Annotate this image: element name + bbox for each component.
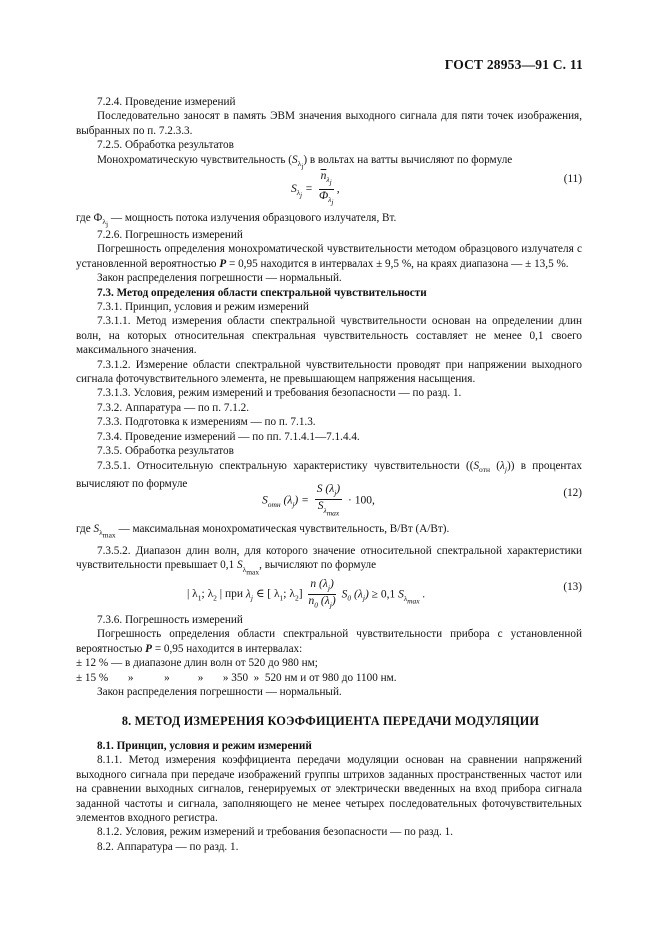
s736-law: Закон распределения погрешности — нормальный. xyxy=(97,686,342,699)
s724-title: 7.2.4. Проведение измерений xyxy=(97,96,236,108)
s725-text-b: ) в вольтах на ватты вычисляют по формуле xyxy=(303,153,513,166)
s73-title: 7.3. Метод определения области спектральной чувствительности xyxy=(97,286,427,299)
eq-number-11: (11) xyxy=(563,173,582,185)
formula-11: $S_{\lambda_j}$ = $\frac{\overline{n}_{\lambda_j}}{Ф_{\lambda_j}}$ , xyxy=(291,170,340,207)
s82: 8.2. Аппаратура — по разд. 1. xyxy=(97,840,239,853)
s736-title: 7.3.6. Погрешность измерений xyxy=(97,614,243,626)
section-8 xyxy=(76,739,582,854)
section-7-2-4 xyxy=(76,95,582,174)
s736-line2: ± 15 % » » » » 350 » 520 нм и от 980 до 1100 нм. xyxy=(76,671,397,684)
section-7-3-5-2: 7.3.5.2. Диапазон длин волн, для которого значение относительной спектральной характеристики чувствительности превышает 0,1 $S_{\lambda_{max}}$, вычисляют по формуле xyxy=(76,545,582,577)
s736-p: P xyxy=(145,642,153,655)
s726-p: P xyxy=(219,257,227,270)
formula-13-fraction: $\frac{n (\lambda_j)}{n_0 (\lambda_j)}$ xyxy=(308,578,336,610)
s724-text-span: Последовательно заносят в память ЭВМ значения выходного сигнала для пяти точек изображения, выбранных по п. 7.2.3.3. xyxy=(76,110,582,137)
page-header: ГОСТ 28953—91 С. 11 xyxy=(444,57,583,72)
s7352-a: 7.3.5.2. Диапазон длин волн, для которого значение относительной спектральной характеристики чувствительности превышает 0,1 xyxy=(76,545,582,572)
section-8-heading: 8. МЕТОД ИЗМЕРЕНИЯ КОЭФФИЦИЕНТА ПЕРЕДАЧИ МОДУЛЯЦИИ xyxy=(121,714,540,728)
eq-number-13: (13) xyxy=(563,581,582,593)
where12-b: — максимальная монохроматическая чувствительность, В/Вт (А/Вт). xyxy=(115,523,450,535)
s7313: 7.3.1.3. Условия, режим измерений и требования безопасности — по разд. 1. xyxy=(97,387,462,400)
s724-text xyxy=(76,109,582,138)
s736-line1: ± 12 % — в диапазоне длин волн от 520 до 980 нм; xyxy=(76,657,318,670)
s731-title: 7.3.1. Принцип, условия и режим измерений xyxy=(97,301,309,314)
formula-12: $S_{отн}$ $(\lambda_j)$ = $\frac{S (\lambda_j)}{S_{\lambda_{max}}}$ · 100, xyxy=(262,483,375,518)
s7351-a: 7.3.5.1. Относительную спектральную характеристику чувствительности ( xyxy=(97,459,470,472)
eq-number-12: (12) xyxy=(563,487,582,499)
s732: 7.3.2. Аппаратура — по п. 7.1.2. xyxy=(97,401,250,414)
section-7-2-6 xyxy=(76,228,582,492)
s725-title: 7.2.5. Обработка результатов xyxy=(97,139,234,152)
where11-b: — мощность потока излучения образцового излучателя, Вт. xyxy=(108,212,397,224)
s811: 8.1.1. Метод измерения коэффициента передачи модуляции основан на сравнении напряжений выходного сигнала при передаче изображений группы штрихов заданных пространственных частот или на сравнении выходных сигналов, генерируемых от электрически введенных на вход прибора сигнала заданной частоты и сигнала, заполняющего не менее четырех последовательных фоточувствительных элементов входного регистра. xyxy=(76,754,582,825)
s736-text-a: Погрешность определения области спектральной чувствительности прибора с установленной вероятностью xyxy=(76,628,582,655)
where-11: где $Ф_{\lambda_j}$ — мощность потока излучения образцового излучателя, Вт. xyxy=(76,212,397,229)
section-7-3-6 xyxy=(76,613,582,699)
where11-a: где Ф xyxy=(76,212,103,224)
s81-title: 8.1. Принцип, условия и режим измерений xyxy=(97,740,312,752)
s733: 7.3.3. Подготовка к измерениям — по п. 7.1.3. xyxy=(97,416,316,429)
s725-text-a: Монохроматическую чувствительность ( xyxy=(97,153,292,166)
s735: 7.3.5. Обработка результатов xyxy=(97,445,234,458)
s812: 8.1.2. Условия, режим измерений и требования безопасности — по разд. 1. xyxy=(97,826,453,839)
s7312: 7.3.1.2. Измерение области спектральной чувствительности проводят при напряжении выходного сигнала фоточувствительного элемента, не превышающем напряжения насыщения. xyxy=(76,358,582,386)
formula-12-tail: · 100, xyxy=(348,494,375,507)
formula-12-fraction: $\frac{S (\lambda_j)}{S_{\lambda_{max}}}$ xyxy=(316,483,341,518)
s7351: 7.3.5.1. Относительную спектральную характеристику чувствительности (($S_{отн}$ $(\lambda_j)$) в процентах вычисляют по формуле xyxy=(76,459,582,491)
s726-text-a: Погрешность определения монохроматической чувствительности методом образцового излучателя с установленной вероятностью xyxy=(76,243,582,270)
s7311: 7.3.1.1. Метод измерения области спектральной чувствительности основан на определении длин волн, на которых относительная спектральная чувствительность составляет не менее 0,1 своего максимального значения. xyxy=(76,315,582,357)
s734: 7.3.4. Проведение измерений — по пп. 7.1.4.1—7.1.4.4. xyxy=(97,430,360,443)
s7352-b: , вычисляют по формуле xyxy=(259,559,377,572)
where-12: где $S_{\lambda_{max}}$ — максимальная монохроматическая чувствительность, В/Вт (А/Вт). xyxy=(76,523,450,540)
s726-law: Закон распределения погрешности — нормальный. xyxy=(97,272,342,285)
formula-11-fraction: $\frac{\overline{n}_{\lambda_j}}{Ф_{\lambda_j}}$ xyxy=(318,170,334,207)
s7351-b: ) в процентах вычисляют по формуле xyxy=(76,459,582,491)
s726-text xyxy=(76,242,582,271)
s736-text-c: = 0,95 находится в интервалах: xyxy=(152,642,303,655)
s726-title: 7.2.6. Погрешность измерений xyxy=(97,229,243,241)
formula-13: | $\lambda_1$; $\lambda_2$ | при $\lambda_j$ ∈ [ $\lambda_1$; $\lambda_2$] $\frac{n (\lambda_j)}{n_0 (\lambda_j)}$ $S_0$ $(\lambda_j) \ge 0,1$ $S_{\lambda_{max}}$ . xyxy=(187,578,426,610)
s726-text-c: = 0,95 находится в интервалах ± 9,5 %, на краях диапазона — ± 13,5 %. xyxy=(226,257,569,270)
s725-text: Монохроматическую чувствительность $(S_{\lambda_j})$ в вольтах на ватты вычисляют по формуле xyxy=(97,153,513,171)
